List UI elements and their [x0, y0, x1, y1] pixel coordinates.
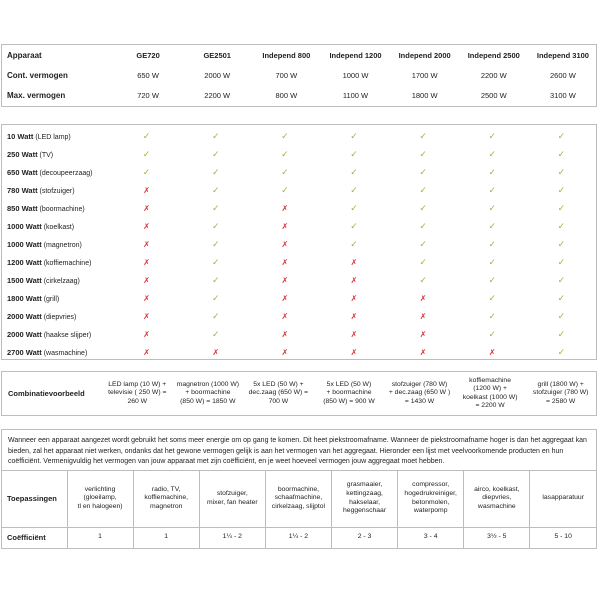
application-group: grasmaaier, kettingzaag, hakselaar, heggenschaar	[332, 471, 398, 527]
check-icon: ✓	[557, 148, 566, 159]
compatible-cell	[527, 271, 596, 289]
check-icon: ✓	[281, 148, 289, 159]
compatible-cell	[250, 145, 319, 163]
compatible-cell	[458, 127, 527, 145]
compatible-cell	[527, 199, 596, 217]
wattage-row	[2, 127, 596, 145]
check-icon: ✓	[419, 274, 427, 285]
application-group: radio, TV, koffiemachine, magnetron	[133, 471, 199, 527]
wattage-value: 850 Watt	[7, 203, 38, 213]
cross-icon: ✗	[350, 293, 358, 303]
check-icon: ✓	[419, 256, 427, 267]
device-name: (stofzuiger)	[39, 187, 75, 195]
cross-icon: ✗	[143, 239, 150, 249]
cross-icon: ✗	[419, 293, 427, 303]
check-icon: ✓	[488, 148, 497, 159]
check-icon: ✓	[488, 220, 497, 231]
compatible-cell	[458, 217, 527, 235]
cross-icon: ✗	[281, 329, 289, 339]
incompatible-cell	[250, 307, 319, 325]
compatible-cell	[181, 289, 250, 307]
incompatible-cell	[458, 343, 527, 361]
check-icon: ✓	[211, 148, 220, 159]
combination-example: LED lamp (10 W) + televisie ( 250 W) = 260 W	[108, 380, 167, 405]
cross-icon: ✗	[488, 347, 496, 357]
combination-examples	[1, 371, 597, 416]
check-icon: ✓	[488, 328, 497, 339]
check-icon: ✓	[557, 310, 566, 321]
wattage-row	[2, 235, 596, 253]
model-name: Independ 2000	[398, 50, 451, 60]
compatible-cell	[527, 307, 596, 325]
wattage-value: 1000 Watt	[7, 221, 42, 231]
compatible-cell	[181, 307, 250, 325]
cross-icon: ✗	[143, 329, 150, 339]
wattage-label	[2, 127, 112, 145]
coefficient-value: 3 - 4	[398, 527, 464, 548]
compatible-cell	[527, 343, 596, 361]
applications-row	[2, 471, 596, 527]
spec-header-row	[2, 45, 596, 65]
compatible-cell	[112, 145, 181, 163]
compatible-cell	[181, 235, 250, 253]
incompatible-cell	[319, 325, 388, 343]
application-group: compressor, hogedrukreiniger, betonmolen, waterpomp	[398, 471, 464, 527]
device-name: (wasmachine)	[43, 349, 88, 357]
incompatible-cell	[319, 343, 388, 361]
combination-example: koffiemachine (1200 W) + koelkast (1000 W) = 2200 W	[462, 376, 518, 409]
max-power-value: 2200 W	[204, 90, 231, 100]
continuous-power-value: 1700 W	[411, 70, 438, 80]
wattage-row	[2, 253, 596, 271]
compatible-cell	[527, 253, 596, 271]
incompatible-cell	[181, 343, 250, 361]
model-name: GE2501	[203, 50, 231, 60]
device-name: (decoupeerzaag)	[39, 169, 93, 177]
cross-icon: ✗	[143, 221, 150, 231]
compatible-cell	[389, 145, 458, 163]
coefficient-value: 1	[67, 527, 133, 548]
compatible-cell	[527, 217, 596, 235]
wattage-label	[2, 325, 112, 343]
incompatible-cell	[112, 343, 181, 361]
continuous-power-row	[2, 65, 596, 85]
check-icon: ✓	[488, 166, 497, 177]
check-icon: ✓	[419, 202, 427, 213]
check-icon: ✓	[211, 310, 220, 321]
incompatible-cell	[112, 325, 181, 343]
check-icon: ✓	[211, 220, 220, 231]
check-icon: ✓	[211, 256, 220, 267]
wattage-row	[2, 199, 596, 217]
check-icon: ✓	[281, 130, 289, 141]
compatible-cell	[458, 181, 527, 199]
continuous-power-value: 650 W	[137, 70, 159, 80]
cross-icon: ✗	[350, 275, 358, 285]
check-icon: ✓	[211, 130, 220, 141]
max-power-value: 720 W	[137, 90, 159, 100]
check-icon: ✓	[419, 184, 427, 195]
wattage-value: 10 Watt	[7, 131, 34, 141]
check-icon: ✓	[350, 238, 358, 249]
wattage-label	[2, 145, 112, 163]
device-name: (LED lamp)	[35, 133, 71, 141]
compatible-cell	[181, 199, 250, 217]
wattage-label	[2, 271, 112, 289]
wattage-value: 1000 Watt	[7, 239, 42, 249]
check-icon: ✓	[142, 166, 151, 177]
check-icon: ✓	[211, 166, 220, 177]
incompatible-cell	[112, 271, 181, 289]
check-icon: ✓	[350, 130, 358, 141]
wattage-label	[2, 307, 112, 325]
check-icon: ✓	[557, 202, 566, 213]
cross-icon: ✗	[419, 329, 427, 339]
check-icon: ✓	[142, 130, 151, 141]
incompatible-cell	[112, 253, 181, 271]
cross-icon: ✗	[281, 221, 289, 231]
device-name: (magnetron)	[43, 241, 82, 249]
compatible-cell	[181, 127, 250, 145]
check-icon: ✓	[281, 184, 289, 195]
device-name: (koelkast)	[43, 223, 75, 231]
compatible-cell	[389, 217, 458, 235]
check-icon: ✓	[557, 220, 566, 231]
wattage-row	[2, 181, 596, 199]
compatible-cell	[527, 289, 596, 307]
continuous-power-label: Cont. vermogen	[7, 70, 68, 80]
check-icon: ✓	[211, 238, 220, 249]
check-icon: ✓	[557, 238, 566, 249]
compatible-cell	[458, 199, 527, 217]
max-power-label: Max. vermogen	[7, 90, 66, 100]
wattage-label	[2, 217, 112, 235]
coefficient-value: 5 - 10	[530, 527, 596, 548]
compatible-cell	[389, 271, 458, 289]
cross-icon: ✗	[350, 311, 358, 321]
incompatible-cell	[319, 253, 388, 271]
max-power-value: 2500 W	[480, 90, 507, 100]
continuous-power-value: 2200 W	[480, 70, 507, 80]
wattage-label	[2, 181, 112, 199]
check-icon: ✓	[557, 130, 566, 141]
combination-label: Combinatievoorbeeld	[8, 388, 85, 398]
cross-icon: ✗	[143, 185, 150, 195]
compatible-cell	[319, 199, 388, 217]
coefficient-value: 1¼ - 2	[199, 527, 265, 548]
wattage-value: 1500 Watt	[7, 275, 42, 285]
compatible-cell	[458, 307, 527, 325]
incompatible-cell	[112, 199, 181, 217]
wattage-row	[2, 289, 596, 307]
check-icon: ✓	[557, 166, 566, 177]
check-icon: ✓	[419, 220, 427, 231]
compatible-cell	[458, 271, 527, 289]
incompatible-cell	[389, 325, 458, 343]
check-icon: ✓	[142, 148, 151, 159]
device-name: (haakse slijper)	[43, 331, 92, 339]
device-name: (cirkelzaag)	[43, 277, 80, 285]
model-name: Independ 2500	[467, 50, 520, 60]
check-icon: ✓	[488, 310, 497, 321]
cross-icon: ✗	[281, 275, 289, 285]
check-icon: ✓	[211, 292, 220, 303]
incompatible-cell	[319, 307, 388, 325]
compatible-cell	[181, 181, 250, 199]
cross-icon: ✗	[281, 347, 289, 357]
wattage-row	[2, 271, 596, 289]
compatible-cell	[458, 163, 527, 181]
check-icon: ✓	[350, 166, 358, 177]
cross-icon: ✗	[143, 203, 150, 213]
compatible-cell	[250, 127, 319, 145]
check-icon: ✓	[488, 292, 497, 303]
wattage-value: 2700 Watt	[7, 347, 42, 357]
wattage-label	[2, 253, 112, 271]
check-icon: ✓	[419, 148, 427, 159]
cross-icon: ✗	[350, 257, 358, 267]
compatible-cell	[181, 217, 250, 235]
compatible-cell	[181, 145, 250, 163]
combination-example: grill (1800 W) + stofzuiger (780 W) = 2580 W	[532, 380, 589, 405]
compatible-cell	[112, 127, 181, 145]
check-icon: ✓	[350, 148, 358, 159]
coefficients-row	[2, 527, 596, 548]
compatible-cell	[319, 181, 388, 199]
cross-icon: ✗	[350, 347, 358, 357]
incompatible-cell	[250, 343, 319, 361]
wattage-row	[2, 163, 596, 181]
check-icon: ✓	[488, 238, 497, 249]
continuous-power-value: 1000 W	[342, 70, 369, 80]
wattage-label	[2, 235, 112, 253]
wattage-label	[2, 199, 112, 217]
compatible-cell	[250, 181, 319, 199]
cross-icon: ✗	[281, 311, 289, 321]
check-icon: ✓	[350, 220, 358, 231]
check-icon: ✓	[350, 202, 358, 213]
compatible-cell	[527, 127, 596, 145]
check-icon: ✓	[557, 274, 566, 285]
compatible-cell	[181, 253, 250, 271]
compatible-cell	[319, 235, 388, 253]
spec-header-label: Apparaat	[7, 50, 42, 60]
incompatible-cell	[250, 271, 319, 289]
cross-icon: ✗	[419, 347, 427, 357]
check-icon: ✓	[419, 238, 427, 249]
compatible-cell	[458, 289, 527, 307]
check-icon: ✓	[211, 328, 220, 339]
cross-icon: ✗	[143, 311, 150, 321]
device-name: (grill)	[43, 295, 60, 303]
coefficient-value: 1	[133, 527, 199, 548]
cross-icon: ✗	[281, 257, 289, 267]
cross-icon: ✗	[143, 293, 150, 303]
applications-label: Toepassingen	[2, 471, 67, 527]
incompatible-cell	[250, 235, 319, 253]
wattage-value: 650 Watt	[7, 167, 38, 177]
incompatible-cell	[389, 289, 458, 307]
cross-icon: ✗	[350, 329, 358, 339]
cross-icon: ✗	[143, 347, 150, 357]
incompatible-cell	[112, 289, 181, 307]
cross-icon: ✗	[143, 275, 150, 285]
wattage-row	[2, 325, 596, 343]
application-group: stofzuiger, mixer, fan heater	[199, 471, 265, 527]
check-icon: ✓	[488, 184, 497, 195]
wattage-value: 2000 Watt	[7, 329, 42, 339]
applications-coefficients	[1, 429, 597, 549]
wattage-label	[2, 163, 112, 181]
combination-example: magnetron (1000 W) + boormachine (850 W) = 1850 W	[176, 380, 240, 405]
model-name: Independ 800	[262, 50, 311, 60]
compatible-cell	[250, 163, 319, 181]
cross-icon: ✗	[419, 311, 427, 321]
wattage-compatibility-table	[1, 124, 597, 360]
wattage-value: 250 Watt	[7, 149, 38, 159]
compatible-cell	[458, 325, 527, 343]
coefficient-value: 1¼ - 2	[265, 527, 331, 548]
wattage-label	[2, 289, 112, 307]
wattage-value: 780 Watt	[7, 185, 38, 195]
check-icon: ✓	[350, 184, 358, 195]
compatible-cell	[181, 163, 250, 181]
cross-icon: ✗	[143, 257, 150, 267]
incompatible-cell	[250, 217, 319, 235]
incompatible-cell	[389, 343, 458, 361]
incompatible-cell	[112, 181, 181, 199]
compatible-cell	[527, 163, 596, 181]
application-group: boormachine, schaafmachine, cirkelzaag, slijptol	[265, 471, 331, 527]
compatible-cell	[389, 127, 458, 145]
check-icon: ✓	[211, 184, 220, 195]
incompatible-cell	[250, 253, 319, 271]
model-name: Independ 3100	[536, 50, 589, 60]
max-power-value: 800 W	[275, 90, 298, 100]
compatible-cell	[389, 253, 458, 271]
incompatible-cell	[250, 289, 319, 307]
application-group: verlichting (gloeilamp, tl en halogeen)	[67, 471, 133, 527]
wattage-value: 2000 Watt	[7, 311, 42, 321]
compatible-cell	[527, 325, 596, 343]
compatible-cell	[389, 235, 458, 253]
combination-example: 5x LED (50 W) + boormachine (850 W) = 900 W	[323, 380, 375, 405]
compatible-cell	[527, 145, 596, 163]
max-power-value: 1800 W	[411, 90, 438, 100]
compatible-cell	[458, 253, 527, 271]
cross-icon: ✗	[212, 347, 220, 357]
incompatible-cell	[389, 307, 458, 325]
compatible-cell	[112, 163, 181, 181]
cross-icon: ✗	[281, 293, 289, 303]
device-name: (diepvries)	[43, 313, 77, 321]
continuous-power-value: 2600 W	[549, 70, 576, 80]
compatible-cell	[458, 235, 527, 253]
continuous-power-value: 2000 W	[204, 70, 231, 80]
max-power-row	[2, 85, 596, 105]
compatible-cell	[319, 217, 388, 235]
check-icon: ✓	[488, 202, 497, 213]
compatible-cell	[319, 127, 388, 145]
wattage-row	[2, 217, 596, 235]
compatible-cell	[389, 181, 458, 199]
continuous-power-value: 700 W	[275, 70, 298, 80]
compatible-cell	[527, 235, 596, 253]
check-icon: ✓	[419, 130, 427, 141]
wattage-value: 1800 Watt	[7, 293, 42, 303]
combination-example: stofzuiger (780 W) + dec.zaag (650 W ) = 1430 W	[388, 380, 451, 405]
device-name: (koffiemachine)	[43, 259, 92, 267]
application-group: lasapparatuur	[542, 494, 584, 502]
peak-current-explanation: Wanneer een apparaat aangezet wordt gebruikt het soms meer energie om op gang te komen. Dit heet piekstroomafname. Wanneer de piekstroomafname hoger is dan het aggregaat kan bieden, zal het apparaat niet werken, ondanks dat het gewone vermogen gelijk is aan het vermogen van het aggregaat. Hieronder een lijst met veelvoorkomende producten en hun coëfficiënt. Vermenigvuldig het vermogen van jouw apparaat met zijn coëfficiënt, en je weet hoeveel vermogen jouw aggregaat moet hebben.	[2, 430, 596, 471]
check-icon: ✓	[211, 274, 220, 285]
max-power-value: 3100 W	[549, 90, 576, 100]
combination-row	[2, 372, 596, 415]
check-icon: ✓	[557, 256, 566, 267]
compatible-cell	[181, 271, 250, 289]
application-group: airco, koelkast, diepvries, wasmachine	[464, 471, 530, 527]
coefficient-value: 3½ - 5	[464, 527, 530, 548]
check-icon: ✓	[557, 346, 566, 357]
combination-example: 5x LED (50 W) + dec.zaag (650 W) = 700 W	[248, 380, 309, 405]
cross-icon: ✗	[281, 239, 289, 249]
incompatible-cell	[319, 289, 388, 307]
check-icon: ✓	[281, 166, 289, 177]
incompatible-cell	[112, 217, 181, 235]
coefficient-label: Coëfficiënt	[2, 527, 67, 548]
cross-icon: ✗	[281, 203, 289, 213]
compatible-cell	[389, 163, 458, 181]
incompatible-cell	[319, 271, 388, 289]
wattage-row	[2, 145, 596, 163]
check-icon: ✓	[557, 292, 566, 303]
compatible-cell	[319, 163, 388, 181]
incompatible-cell	[112, 235, 181, 253]
compatible-cell	[458, 145, 527, 163]
check-icon: ✓	[488, 130, 497, 141]
wattage-value: 1200 Watt	[7, 257, 42, 267]
check-icon: ✓	[488, 274, 497, 285]
compatible-cell	[389, 199, 458, 217]
incompatible-cell	[250, 325, 319, 343]
check-icon: ✓	[557, 328, 566, 339]
wattage-row	[2, 343, 596, 361]
device-name: (TV)	[39, 151, 54, 159]
device-name: (boormachine)	[39, 205, 85, 213]
max-power-value: 1100 W	[342, 90, 369, 100]
spec-table	[1, 44, 597, 107]
compatible-cell	[527, 181, 596, 199]
incompatible-cell	[250, 199, 319, 217]
model-name: GE720	[136, 50, 160, 60]
check-icon: ✓	[488, 256, 497, 267]
check-icon: ✓	[419, 166, 427, 177]
model-name: Independ 1200	[329, 50, 382, 60]
wattage-row	[2, 307, 596, 325]
compatible-cell	[319, 145, 388, 163]
compatible-cell	[181, 325, 250, 343]
incompatible-cell	[112, 307, 181, 325]
check-icon: ✓	[211, 202, 220, 213]
coefficient-value: 2 - 3	[332, 527, 398, 548]
wattage-label	[2, 343, 112, 361]
check-icon: ✓	[557, 184, 566, 195]
